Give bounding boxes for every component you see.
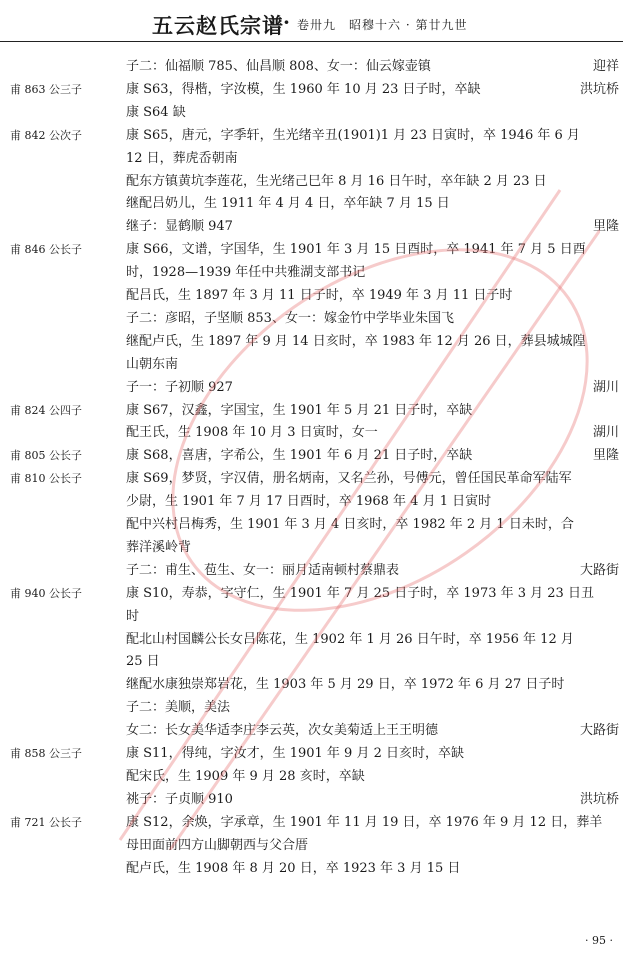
entry-text: 康 S68，喜唐，字希公，生 1901 年 6 月 21 日子时，卒缺 [126, 448, 473, 464]
entry-text: 康 S67，汉鑫，字国宝，生 1901 年 5 月 21 日子时，卒缺 [126, 402, 473, 418]
parent-label: 甫 721 公长子 [10, 815, 82, 829]
entry-text: 康 S63，得楷，字汝模，生 1960 年 10 月 23 日子时，卒缺 [126, 81, 481, 97]
entry-text: 配中兴村吕梅秀，生 1901 年 3 月 4 日亥时，卒 1982 年 2 月 1 日未时，合 [126, 517, 574, 532]
volume-generation: 卷卅九 昭穆十六 · 第廿九世 [297, 18, 468, 32]
place-name: 里隆 [592, 448, 619, 464]
parent-label: 甫 810 公长子 [10, 472, 82, 486]
place-name: 湖川 [592, 379, 619, 395]
entry-text: 山朝东南 [126, 356, 179, 372]
entry-text: 子二：甫生、苞生、女一：丽月适南顿村蔡鼎表 [126, 562, 400, 578]
entry-text: 女二：长女美华适李庄李云英，次女美菊适上王王明德 [126, 723, 439, 739]
place-name: 迎祥 [592, 59, 619, 74]
entry-text: 子一：子初顺 927 [126, 379, 233, 395]
entry-text: 配卢氏，生 1908 年 8 月 20 日，卒 1923 年 3 月 15 日 [126, 860, 461, 876]
entry-text: 12 日，葬虎岙朝南 [126, 150, 238, 166]
entry-text: 子二：彦昭，子坚顺 853、女一：嫁金竹中学毕业朱国飞 [126, 310, 454, 326]
page-header [0, 0, 635, 44]
entry-text: 配吕氏，生 1897 年 3 月 11 日子时，卒 1949 年 3 月 11 日子时 [126, 288, 513, 303]
parent-label: 甫 846 公长子 [10, 243, 82, 257]
entry-text: 继配水康独崇郑岩花，生 1903 年 5 月 29 日，卒 1972 年 6 月 27 日子时 [126, 677, 565, 693]
page-number: · 95 · [585, 934, 613, 947]
entry-text: 少尉，生 1901 年 7 月 17 日酉时，卒 1968 年 4 月 1 日寅时 [126, 494, 492, 510]
place-name: 洪坑桥 [579, 81, 619, 97]
entry-text: 继配吕奶儿，生 1911 年 4 月 4 日，卒年缺 7 月 15 日 [126, 196, 450, 212]
entry-text: 继配卢氏，生 1897 年 9 月 14 日亥时，卒 1983 年 12 月 26 日，葬县城城隍 [126, 333, 586, 349]
entry-text: 子二：仙福顺 785、仙昌顺 808、女一：仙云嫁壶镇 [126, 59, 431, 74]
entry-text: 配北山村国麟公长女吕陈花，生 1902 年 1 月 26 日午时，卒 1956 年 12 月 [126, 631, 574, 647]
parent-label: 甫 824 公四子 [10, 403, 82, 417]
place-name: 里隆 [592, 219, 619, 235]
parent-label: 甫 842 公次子 [10, 128, 82, 142]
entry-text: 时 [126, 608, 140, 624]
entry-text: 葬洋溪岭背 [126, 539, 192, 555]
parent-label: 甫 805 公长子 [10, 449, 82, 463]
parent-label: 甫 858 公三子 [10, 747, 82, 760]
parent-label: 甫 863 公三子 [10, 82, 82, 96]
title-separator: · [283, 10, 290, 34]
entry-text: 25 日 [126, 654, 160, 670]
entry-text: 康 S66，文谱，字国华，生 1901 年 3 月 15 日酉时，卒 1941 年 7 月 5 日酉 [126, 242, 586, 258]
entry-text: 配王氏，生 1908 年 10 月 3 日寅时，女一 [126, 425, 378, 441]
entry-text: 母田面前四方山脚朝西与父合厝 [126, 837, 309, 853]
parent-label: 甫 940 公长子 [10, 586, 82, 600]
place-name: 大路街 [579, 723, 619, 739]
place-name: 湖川 [592, 425, 619, 441]
entry-text: 配宋氏，生 1909 年 9 月 28 亥时，卒缺 [126, 768, 365, 784]
header-rule [0, 41, 623, 42]
entry-text: 康 S12，余焕，字承章，生 1901 年 11 月 19 日，卒 1976 年 9 月 12 日，葬羊 [126, 814, 603, 830]
entry-text: 康 S69，梦贤，字汉倩，册名炳南，又名兰孙，号傅元，曾任国民革命军陆军 [126, 471, 572, 487]
entry-text: 子二：美顺，美法 [126, 700, 231, 716]
entry-text: 继子：显鹤顺 947 [126, 219, 233, 235]
entry-text: 祧子：子贞顺 910 [126, 791, 233, 807]
place-name: 洪坑桥 [579, 791, 619, 807]
entry-text: 康 S64 缺 [126, 104, 186, 120]
entry-text: 康 S65，唐元，字季轩，生光绪辛丑(1901)1 月 23 日寅时，卒 1946 年 6 月 [126, 127, 580, 143]
entry-text: 时，1928—1939 年任中共雅湖支部书记 [126, 265, 366, 281]
entry-text: 康 S10，寿恭，字守仁，生 1901 年 7 月 25 日子时，卒 1973 年 3 月 23 日丑 [126, 585, 594, 601]
book-title: 五云赵氏宗谱 [152, 13, 284, 38]
entry-text: 康 S11，得纯，字汝才，生 1901 年 9 月 2 日亥时，卒缺 [126, 746, 465, 761]
place-name: 大路街 [579, 562, 619, 578]
entry-text: 配东方镇黄坑李莲花，生光绪己巳年 8 月 16 日午时，卒年缺 2 月 23 日 [126, 173, 547, 189]
